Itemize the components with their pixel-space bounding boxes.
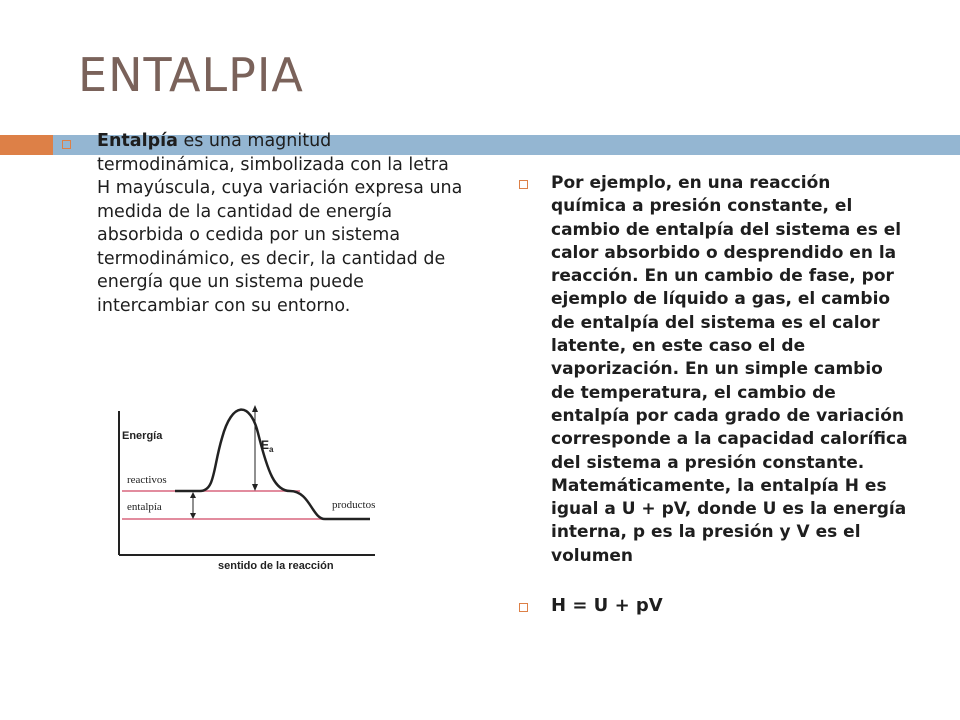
arrow-head-down: [252, 484, 258, 491]
activation-energy-subscript: a: [269, 445, 274, 454]
term-enthalpy: Entalpía: [97, 131, 178, 151]
activation-energy-symbol: E: [261, 438, 270, 452]
bullet-icon: [519, 603, 528, 612]
bullet-icon: [519, 180, 528, 189]
bullet-icon: [62, 140, 71, 149]
products-label: productos: [332, 499, 376, 511]
definition-text: es una magnitud termodinámica, simbolizada con la letra H mayúscula, cuya variación expresa una medida de la cantidad de energía absorbida o cedida por un sistema termodinámico, es decir, la cantidad de energía que un sistema puede intercambiar con su entorno.: [97, 131, 463, 316]
y-axis-label: Energía: [122, 430, 163, 442]
definition-paragraph: [97, 130, 465, 318]
enthalpy-formula: H = U + pV: [551, 595, 663, 616]
activation-energy-label: [261, 438, 274, 454]
enthalpy-label: entalpía: [127, 501, 162, 513]
arrow-head-down: [190, 513, 196, 519]
slide-title: ENTALPIA: [78, 48, 304, 102]
example-paragraph: Por ejemplo, en una reacción química a presión constante, el cambio de entalpía del sistema es el calor absorbido o desprendido en la reacción. En un cambio de fase, por ejemplo de líquido a gas, el cambio de entalpía del sistema es el calor latente, en este caso el de vaporización. En un simple cambio de temperatura, el cambio de entalpía por cada grado de variación corresponde a la capacidad calorífica del sistema a presión constante. Matemáticamente, la entalpía H es igual a U + pV, donde U es la energía interna, p es la presión y V es el volumen: [551, 173, 908, 566]
arrow-head-up: [190, 492, 196, 498]
x-axis-label: sentido de la reacción: [218, 560, 334, 572]
accent-bar: [0, 135, 53, 155]
reactants-label: reactivos: [127, 474, 167, 486]
energy-diagram: [110, 393, 385, 578]
arrow-head-up: [252, 405, 258, 412]
